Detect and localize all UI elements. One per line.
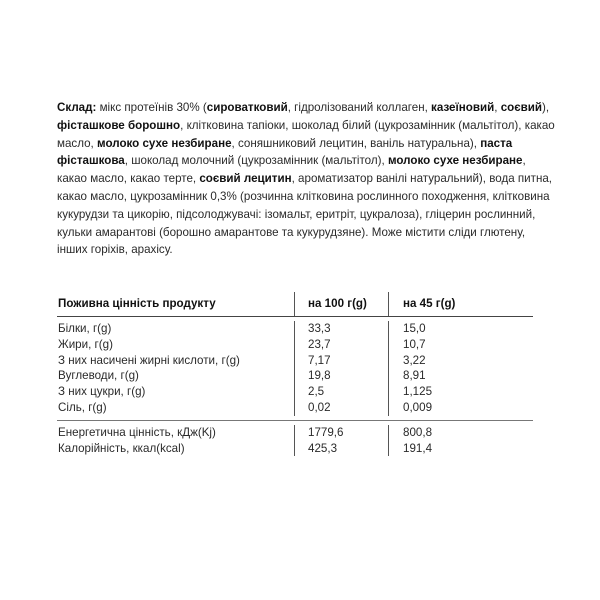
header-per-45g: на 45 г(g) bbox=[388, 292, 547, 316]
row-label: Сіль, г(g) bbox=[58, 400, 107, 414]
row-label: Вуглеводи, г(g) bbox=[58, 369, 139, 383]
value-per-45g: 3,22 bbox=[388, 353, 547, 369]
ingredient-segment-bold: казеїновий bbox=[431, 101, 495, 114]
table-row bbox=[57, 384, 547, 400]
table-row bbox=[57, 368, 547, 384]
ingredient-segment-bold: сироватковий bbox=[206, 101, 288, 114]
ingredient-segment-bold: молоко сухе незбиране bbox=[97, 136, 232, 150]
value-per-45g: 800,8 bbox=[388, 425, 547, 441]
value-per-100g: 33,3 bbox=[294, 321, 388, 337]
ingredients-label: Склад: bbox=[57, 101, 97, 114]
ingredients-paragraph bbox=[57, 99, 557, 259]
table-row bbox=[57, 321, 547, 337]
ingredient-segment-bold: паста фісташкова bbox=[57, 136, 513, 168]
header-per-100g: на 100 г(g) bbox=[294, 292, 388, 316]
row-label: Білки, г(g) bbox=[58, 322, 112, 335]
value-per-100g: 23,7 bbox=[294, 337, 388, 353]
ingredient-segment: ), bbox=[542, 101, 550, 114]
value-per-100g: 19,8 bbox=[294, 368, 388, 384]
table-row bbox=[57, 353, 547, 369]
value-per-100g: 2,5 bbox=[294, 384, 388, 400]
row-label: Жири, г(g) bbox=[58, 337, 113, 351]
row-label: Калорійність, ккал(kcal) bbox=[58, 441, 185, 455]
ingredient-segment: , гідролізований коллаген, bbox=[287, 101, 432, 114]
nutrition-table-header bbox=[57, 292, 547, 316]
ingredient-segment: , bbox=[494, 101, 501, 114]
row-label: З них насичені жирні кислоти, г(g) bbox=[58, 353, 240, 367]
value-per-45g: 191,4 bbox=[388, 441, 547, 457]
value-per-45g: 15,0 bbox=[388, 321, 547, 337]
value-per-45g: 1,125 bbox=[388, 384, 547, 400]
ingredient-segment: , какао масло, какао терте, bbox=[57, 154, 526, 186]
value-per-100g: 1779,6 bbox=[294, 425, 388, 441]
ingredient-segment-bold: соєвий лецитин bbox=[199, 172, 292, 186]
value-per-45g: 8,91 bbox=[388, 368, 547, 384]
nutrients-group bbox=[57, 317, 547, 420]
value-per-45g: 10,7 bbox=[388, 337, 547, 353]
value-per-100g: 7,17 bbox=[294, 353, 388, 369]
ingredient-segment: мікс протеїнів 30% ( bbox=[96, 101, 207, 114]
table-row bbox=[57, 425, 547, 441]
ingredient-segment-bold: молоко сухе незбиране bbox=[387, 154, 523, 168]
table-row bbox=[57, 337, 547, 353]
header-nutrition-value: Поживна цінність продукту bbox=[58, 297, 216, 310]
ingredient-segment-bold: соєвий bbox=[500, 101, 543, 114]
table-row bbox=[57, 400, 547, 416]
row-label: Енергетична цінність, кДж(Kj) bbox=[58, 425, 216, 439]
energy-group bbox=[57, 421, 547, 461]
ingredient-segment: , ароматизатор ванілі натуральний), вода питна, какао масло, цукрозамінник 0,3% (розчинна клітковина рослинного походження, клітковина кукурудзи та цикорію, підсолоджувачі: ізомальт, еритріт, цукралоза), гліцерин рослинний, кульки амарантові (борошно амарантове та кукурудзяне). Може містити сліди глютену, інших горіхів, арахісу. bbox=[57, 172, 553, 257]
value-per-100g: 0,02 bbox=[294, 400, 388, 416]
ingredient-segment: , клітковина тапіоки, шоколад білий (цукрозамінник (мальтітол), какао масло, bbox=[57, 118, 555, 150]
value-per-45g: 0,009 bbox=[388, 400, 547, 416]
ingredient-segment: , соняшниковий лецитин, ваніль натуральна), bbox=[231, 136, 481, 150]
ingredient-segment: , шоколад молочний (цукрозамінник (мальтітол), bbox=[124, 154, 388, 168]
table-row bbox=[57, 441, 547, 457]
row-label: З них цукри, г(g) bbox=[58, 385, 146, 399]
value-per-100g: 425,3 bbox=[294, 441, 388, 457]
ingredient-segment-bold: фісташкове борошно bbox=[57, 118, 181, 132]
nutrition-table bbox=[57, 292, 547, 460]
